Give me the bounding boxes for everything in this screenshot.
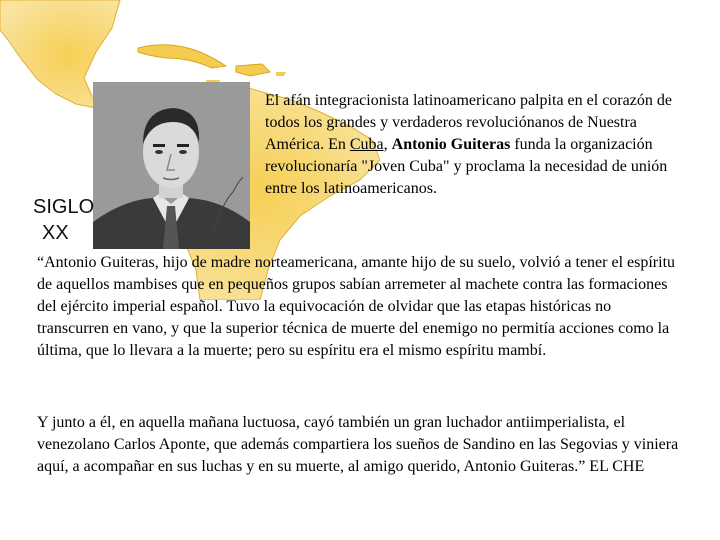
century-label-line2: XX: [42, 222, 69, 244]
island-shape: [276, 72, 286, 76]
antonio-guiteras-name: Antonio Guiteras: [391, 136, 511, 153]
cuba-shape: [138, 45, 226, 68]
intro-text-part2: ,: [383, 136, 392, 153]
portrait-image: [93, 82, 250, 249]
century-label: [33, 196, 94, 219]
intro-text-part3: funda la organización revolucionaría "Joven Cuba" y proclama la necesidad de unión entre los latinoamericanos.: [265, 136, 668, 197]
hispaniola-shape: [236, 64, 270, 76]
cuba-link[interactable]: Cuba: [349, 136, 384, 153]
quote-paragraph-2: Y junto a él, en aquella mañana luctuosa, cayó también un gran luchador antiimperialista, el venezolano Carlos Aponte, que además compartiera los sueños de Sandino en las Segovias y viniera aquí, a acompañar en sus luchas y en su muerte, al amigo querido, Antonio Guiteras.” EL CHE: [37, 414, 679, 475]
quote-paragraph-1: “Antonio Guiteras, hijo de madre norteamericana, amante hijo de su suelo, volvió a tener el espíritu de aquellos mambises que en pequeños grupos sabían arremeter al machete contra las formaciones del ejército imperial español. Tuvo la equivocación de olvidar que las etapas históricas no transcurren en vano, y que la superior técnica de muerte del enemigo no permitía acciones como la última, que lo llevara a la muerte; pero su espíritu era el mismo espíritu mambí.: [37, 254, 676, 359]
century-label-second: [42, 222, 69, 245]
intro-text-part1: El afán integracionista latinoamericano palpita en el corazón de todos los grandes y verdaderos revoluciónanos de Nuestra América. En: [265, 92, 672, 153]
intro-paragraph: [265, 90, 695, 200]
century-label-line1: SIGLO: [33, 196, 95, 218]
portrait-photo: [93, 82, 250, 249]
